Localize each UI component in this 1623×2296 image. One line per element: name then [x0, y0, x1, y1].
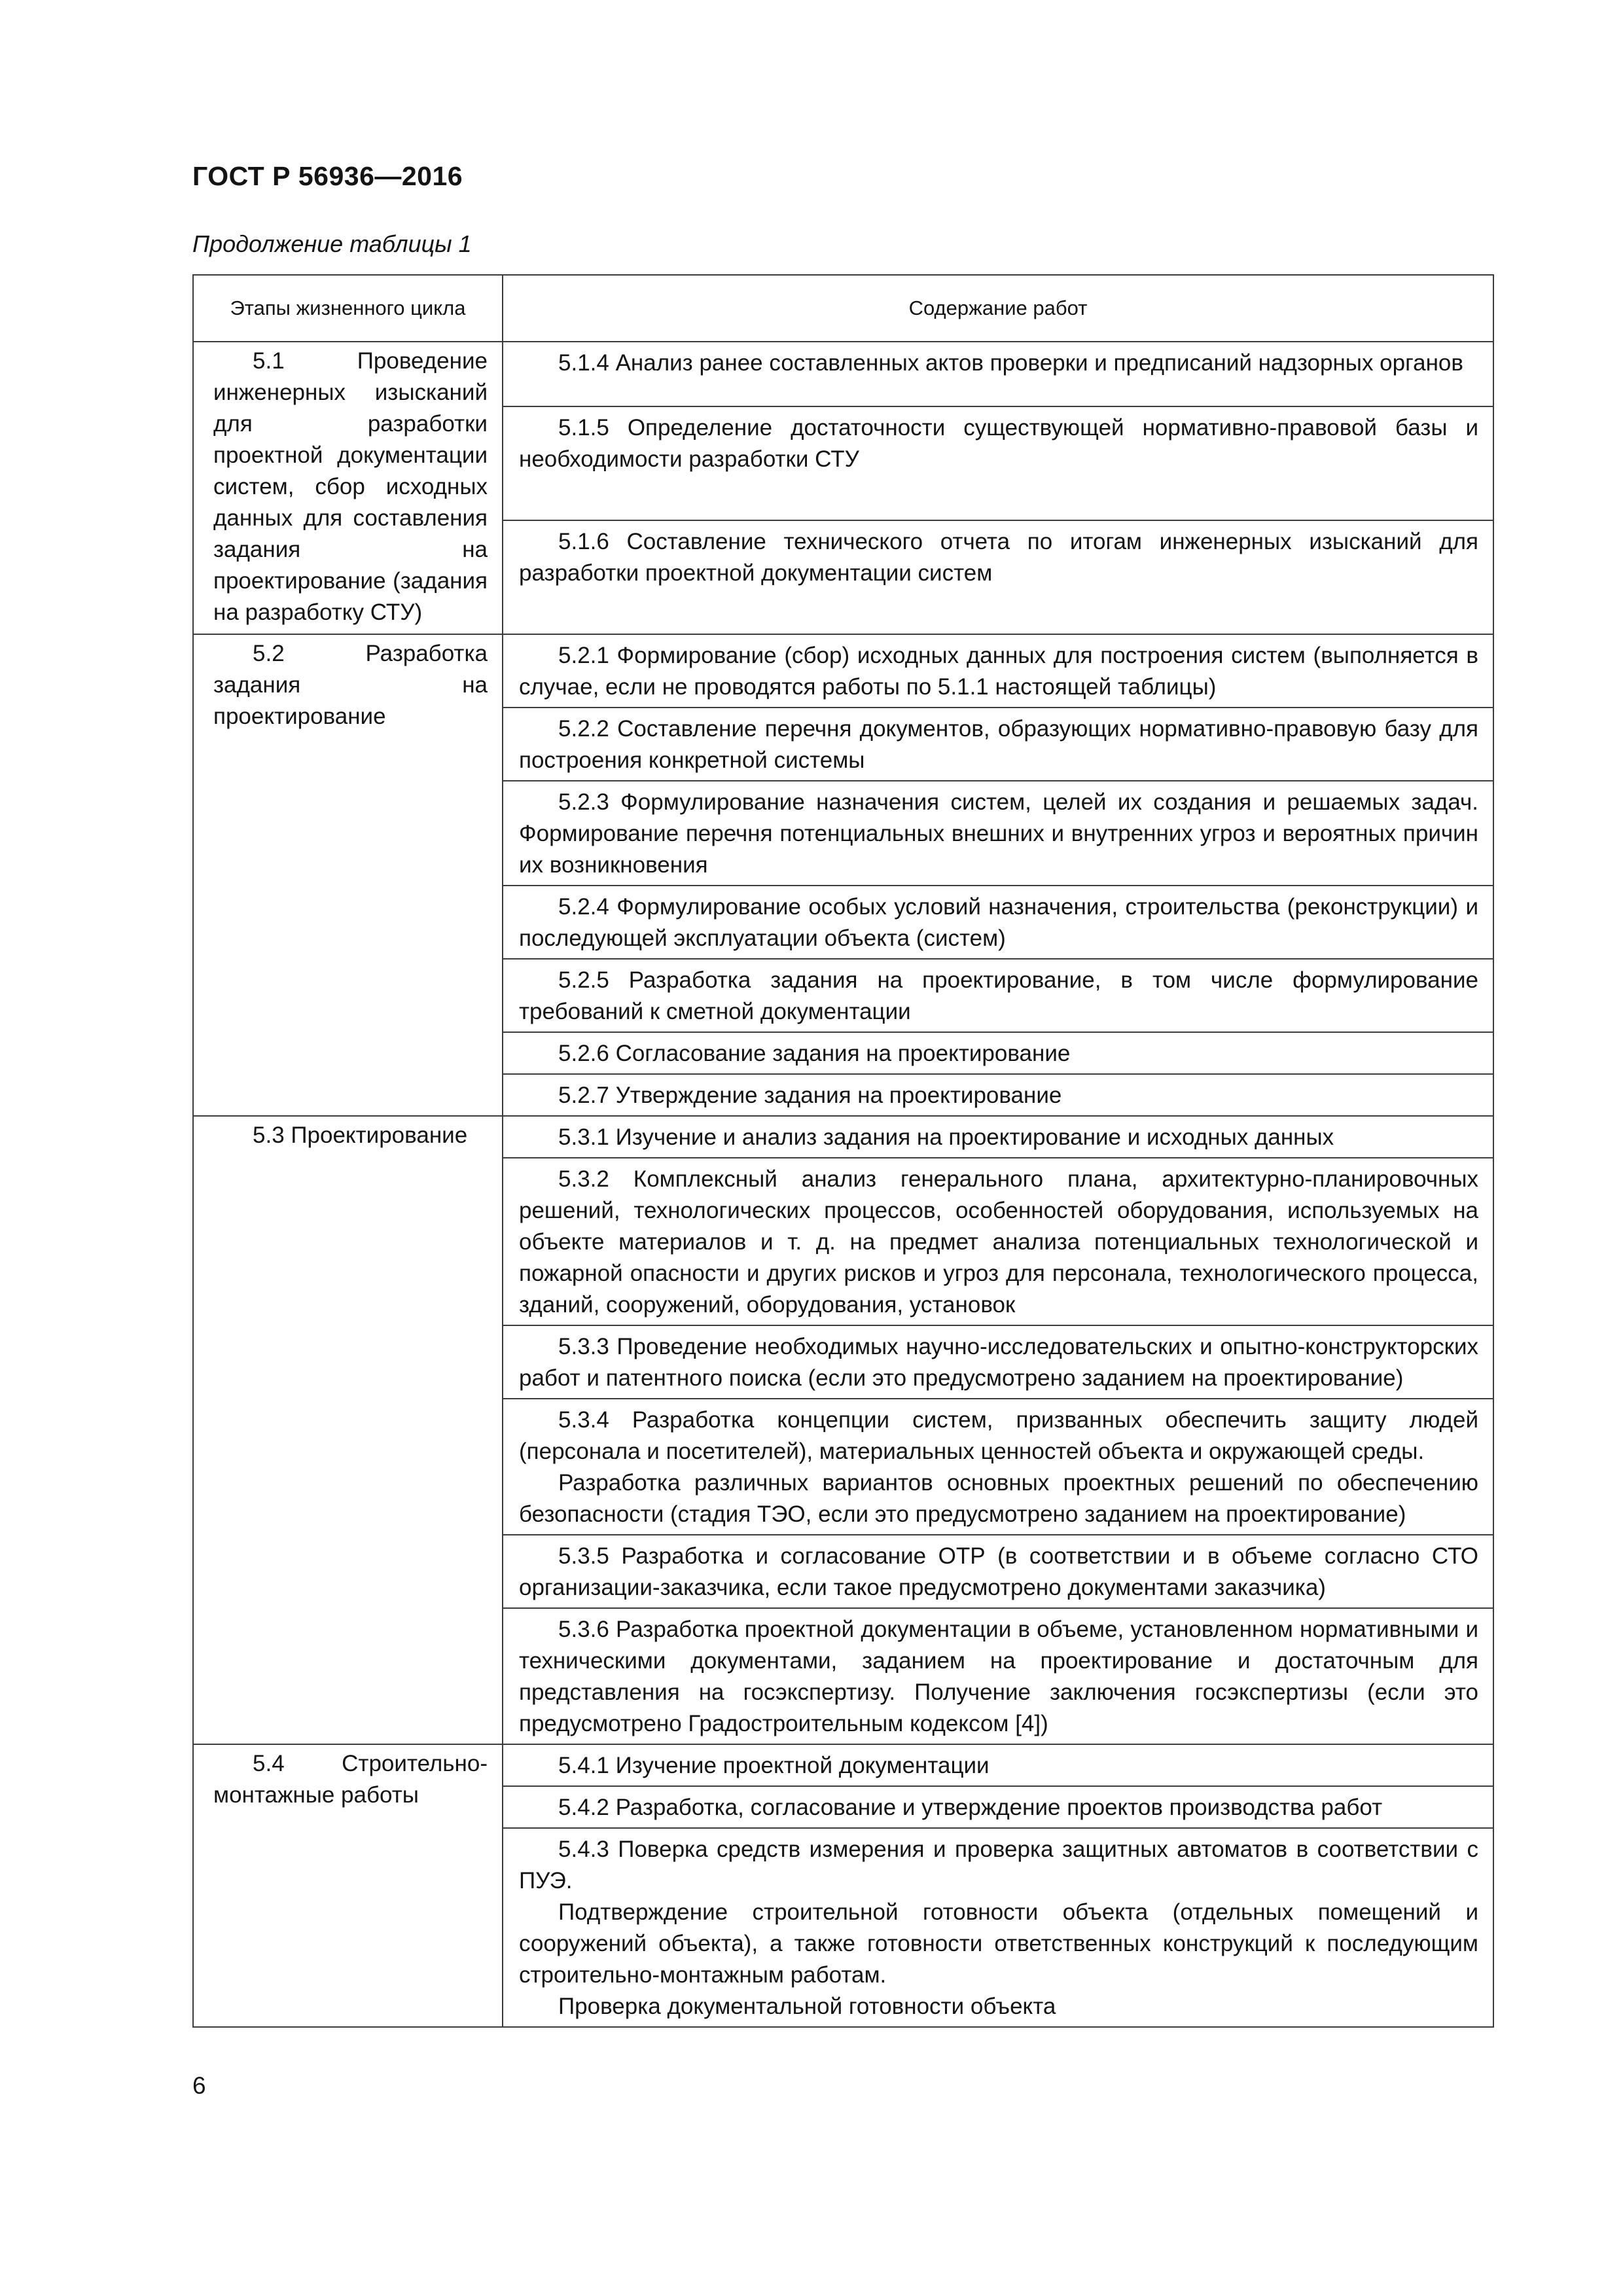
work-cell — [503, 1074, 1493, 1116]
work-cell — [503, 1399, 1493, 1535]
work-paragraph: 5.2.4 Формулирование особых условий назначения, строительства (реконструкции) и последующей эксплуатации объекта (систем) — [519, 894, 1478, 951]
work-paragraph: 5.2.6 Согласование задания на проектирование — [558, 1041, 1071, 1066]
work-cell — [503, 1828, 1493, 2027]
work-cell — [503, 1325, 1493, 1399]
table-row — [193, 342, 1493, 406]
work-paragraph: 5.1.6 Составление технического отчета по итогам инженерных изысканий для разработки проектной документации систем — [519, 529, 1478, 586]
stage-cell — [193, 342, 503, 634]
work-paragraph: 5.2.1 Формирование (сбор) исходных данных для построения систем (выполняется в случае, если не проводятся работы по 5.1.1 настоящей таблицы) — [519, 643, 1478, 700]
work-cell — [503, 886, 1493, 959]
work-paragraph: 5.4.2 Разработка, согласование и утверждение проектов производства работ — [558, 1795, 1383, 1820]
lifecycle-works-table — [192, 274, 1494, 2028]
stage-cell — [193, 634, 503, 1116]
work-cell — [503, 1158, 1493, 1325]
work-cell — [503, 1608, 1493, 1744]
work-paragraph: Подтверждение строительной готовности объекта (отдельных помещений и сооружений объекта), а также готовности ответственных конструкций к последующим строительно-монтажным работам. — [519, 1899, 1478, 1988]
work-paragraph: 5.4.1 Изучение проектной документации — [558, 1753, 990, 1778]
work-paragraph: 5.3.3 Проведение необходимых научно-исследовательских и опытно-конструкторских работ и патентного поиска (если это предусмотрено заданием на проектирование) — [519, 1334, 1478, 1391]
work-paragraph: 5.4.3 Поверка средств измерения и проверка защитных автоматов в соответствии с ПУЭ. — [519, 1837, 1478, 1893]
work-cell — [503, 1535, 1493, 1608]
stage-name: 5.3 Проектирование — [253, 1122, 468, 1148]
work-paragraph: 5.3.2 Комплексный анализ генерального плана, архитектурно-планировочных решений, технологических процессов, особенностей оборудования, используемых на объекте материалов и т. д. на предмет анализа потенциальных технологической и пожарной опасности и других рисков и угроз для персонала, технологического процесса, зданий, сооружений, оборудования, установок — [519, 1166, 1478, 1318]
stage-name: 5.2 Разработка задания на проектирование — [213, 641, 488, 729]
work-paragraph: 5.2.5 Разработка задания на проектирование, в том числе формулирование требований к сметной документации — [519, 967, 1478, 1024]
work-cell — [503, 520, 1493, 634]
table-header-row — [193, 275, 1493, 342]
work-paragraph: 5.3.5 Разработка и согласование ОТР (в соответствии и в объеме согласно СТО организации-заказчика, если такое предусмотрено документами заказчика) — [519, 1543, 1478, 1600]
work-cell — [503, 1744, 1493, 1786]
work-cell — [503, 1116, 1493, 1158]
work-cell — [503, 406, 1493, 520]
work-cell — [503, 1786, 1493, 1828]
work-cell — [503, 634, 1493, 708]
table-row — [193, 1744, 1493, 1786]
work-paragraph: 5.3.6 Разработка проектной документации в объеме, установленном нормативными и техническими документами, заданием на проектирование и достаточным для представления на госэкспертизу. Получение заключения госэкспертизы (если это предусмотрено Градостроительным кодексом [4]) — [519, 1617, 1478, 1736]
column-header-works: Содержание работ — [503, 275, 1493, 342]
stage-name: 5.1 Проведение инженерных изысканий для разработки проектной документации систем, сбор исходных данных для составления задания на проектирование (задания на разработку СТУ) — [213, 348, 488, 625]
work-cell — [503, 959, 1493, 1032]
work-paragraph: Проверка документальной готовности объекта — [558, 1994, 1056, 2019]
work-paragraph: 5.2.3 Формулирование назначения систем, целей их создания и решаемых задач. Формирование перечня потенциальных внешних и внутренних угроз и вероятных причин их возникновения — [519, 789, 1478, 878]
work-paragraph: 5.1.4 Анализ ранее составленных актов проверки и предписаний надзорных органов — [558, 350, 1463, 376]
work-cell — [503, 781, 1493, 886]
work-paragraph: 5.2.2 Составление перечня документов, образующих нормативно-правовую базу для построения конкретной системы — [519, 716, 1478, 773]
document-id: ГОСТ Р 56936—2016 — [192, 161, 463, 191]
stage-name: 5.4 Строительно-монтажные работы — [213, 1751, 488, 1808]
page-number: 6 — [192, 2072, 206, 2099]
work-cell — [503, 708, 1493, 781]
work-paragraph: 5.3.4 Разработка концепции систем, призванных обеспечить защиту людей (персонала и посетителей), материальных ценностей объекта и окружающей среды. — [519, 1407, 1478, 1464]
table-caption: Продолжение таблицы 1 — [192, 230, 472, 257]
table-row — [193, 634, 1493, 708]
work-paragraph: 5.1.5 Определение достаточности существующей нормативно-правовой базы и необходимости разработки СТУ — [519, 415, 1478, 473]
work-paragraph: 5.2.7 Утверждение задания на проектирование — [558, 1083, 1062, 1108]
work-cell — [503, 342, 1493, 406]
column-header-stages: Этапы жизненного цикла — [193, 275, 503, 342]
stage-cell — [193, 1744, 503, 2027]
table-row — [193, 1116, 1493, 1158]
work-paragraph: Разработка различных вариантов основных проектных решений по обеспечению безопасности (стадия ТЭО, если это предусмотрено заданием на проектирование) — [519, 1470, 1478, 1527]
table-body — [193, 342, 1493, 2027]
stage-cell — [193, 1116, 503, 1744]
work-paragraph: 5.3.1 Изучение и анализ задания на проектирование и исходных данных — [558, 1124, 1334, 1150]
work-cell — [503, 1032, 1493, 1074]
